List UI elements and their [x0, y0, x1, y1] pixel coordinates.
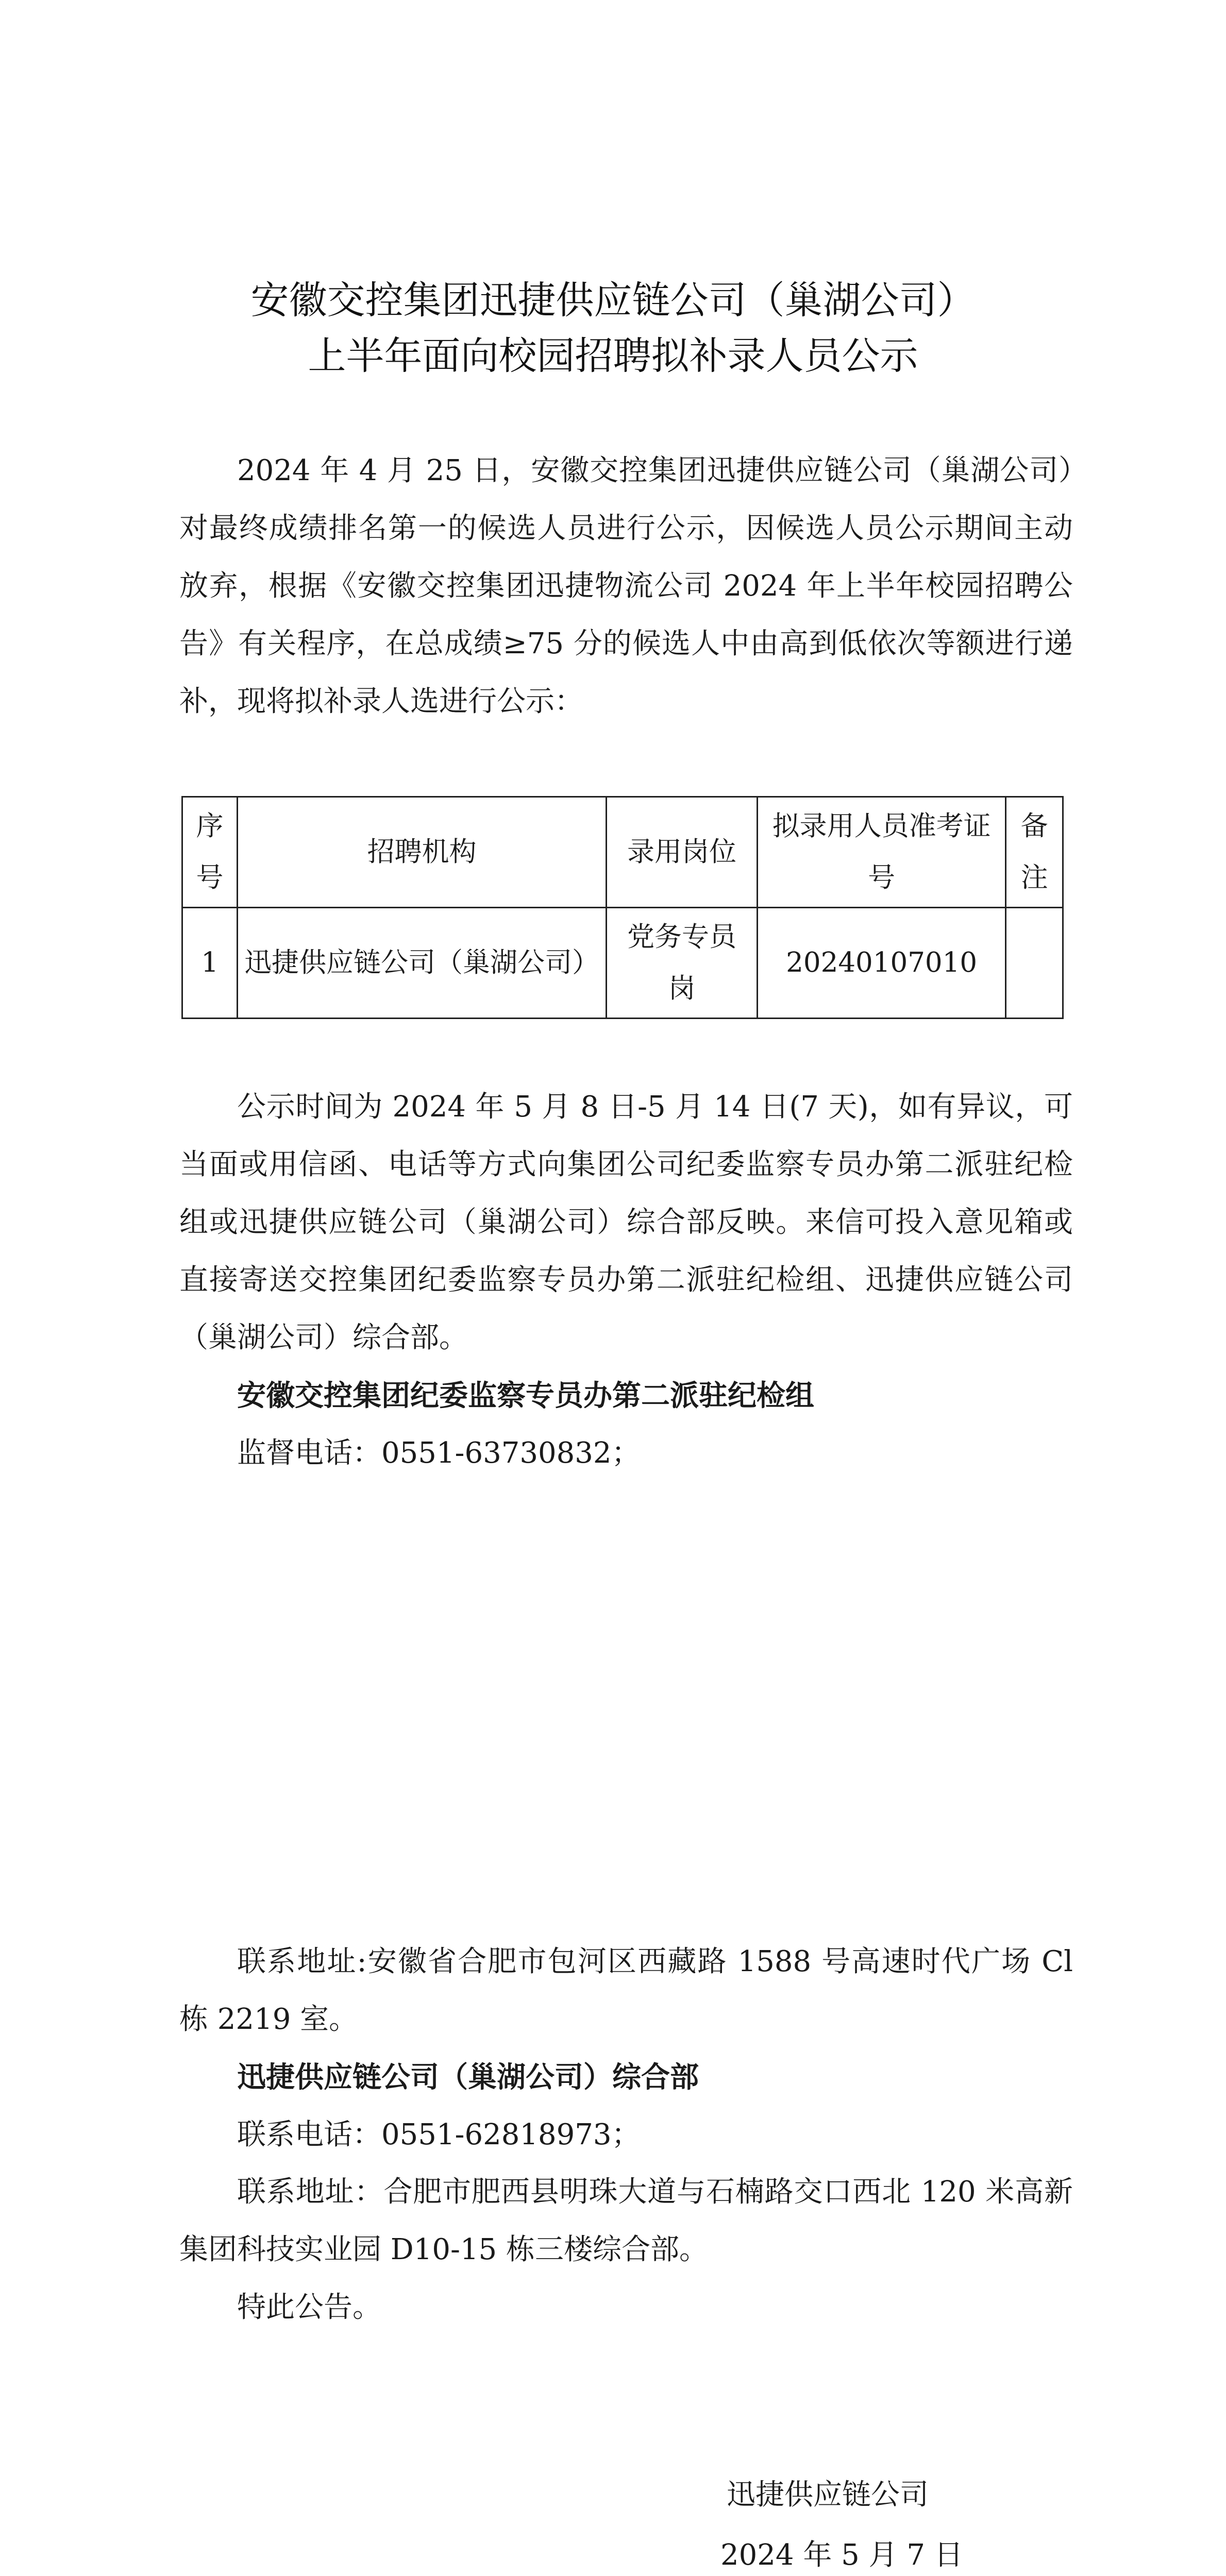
cell-exam-no: 20240107010 [757, 908, 1005, 1019]
header-index [182, 797, 238, 908]
table-header-row [182, 797, 1063, 908]
contact1-phone: 监督电话：0551-63730832； [237, 1436, 641, 1470]
signature-org: 迅捷供应链公司 [727, 2478, 929, 2512]
table-row [182, 908, 1063, 1019]
cell-position-text: 党务专员岗 [627, 921, 736, 1004]
title-line-1: 安徽交控集团迅捷供应链公司（巢湖公司） [250, 278, 976, 323]
header-index-text: 序号 [196, 810, 224, 893]
notice-paragraph: 公示时间为 2024 年 5 月 8 日-5 月 14 日(7 天)，如有异议，可当面或用信函、电话等方式向集团公司纪委监察专员办第二派驻纪检组或迅捷供应链公司（巢湖公司）综合部反映。来信可投入意见箱或直接寄送交控集团纪委监察专员办第二派驻纪检组、迅捷供应链公司（巢湖公司）综合部。 [179, 1090, 1073, 1354]
candidate-table [181, 796, 1064, 1019]
contact2-address: 联系地址：合肥市肥西县明珠大道与石楠路交口西北 120 米高新集团科技实业园 D10-15 栋三楼综合部。 [179, 2175, 1073, 2266]
signature-date: 2024 年 5 月 7 日 [720, 2538, 963, 2572]
intro-paragraph: 2024 年 4 月 25 日，安徽交控集团迅捷供应链公司（巢湖公司）对最终成绩排名第一的候选人员进行公示，因候选人员公示期间主动放弃，根据《安徽交控集团迅捷物流公司 2024 年上半年校园招聘公告》有关程序，在总成绩≥75 分的候选人中由高到低依次等额进行递补，现将拟补录人选进行公示： [179, 454, 1073, 718]
cell-position [607, 908, 758, 1019]
cell-index: 1 [182, 908, 238, 1019]
header-remark [1006, 797, 1063, 908]
contact1-name: 安徽交控集团纪委监察专员办第二派驻纪检组 [237, 1379, 814, 1413]
header-exam-no [757, 797, 1005, 908]
closing-text: 特此公告。 [237, 2291, 381, 2324]
contact2-phone: 联系电话：0551-62818973； [237, 2118, 641, 2151]
header-position: 录用岗位 [607, 797, 758, 908]
contact2-name: 迅捷供应链公司（巢湖公司）综合部 [237, 2060, 699, 2094]
cell-org: 迅捷供应链公司（巢湖公司） [238, 908, 607, 1019]
header-org: 招聘机构 [238, 797, 607, 908]
contact1-address: 联系地址:安徽省合肥市包河区西藏路 1588 号高速时代广场 Cl 栋 2219 室。 [179, 1945, 1073, 2036]
header-exam-no-text: 拟录用人员准考证号 [772, 810, 991, 893]
header-remark-text: 备注 [1020, 810, 1048, 893]
title-line-2: 上半年面向校园招聘拟补录人员公示 [308, 334, 918, 378]
cell-remark [1006, 908, 1063, 1019]
